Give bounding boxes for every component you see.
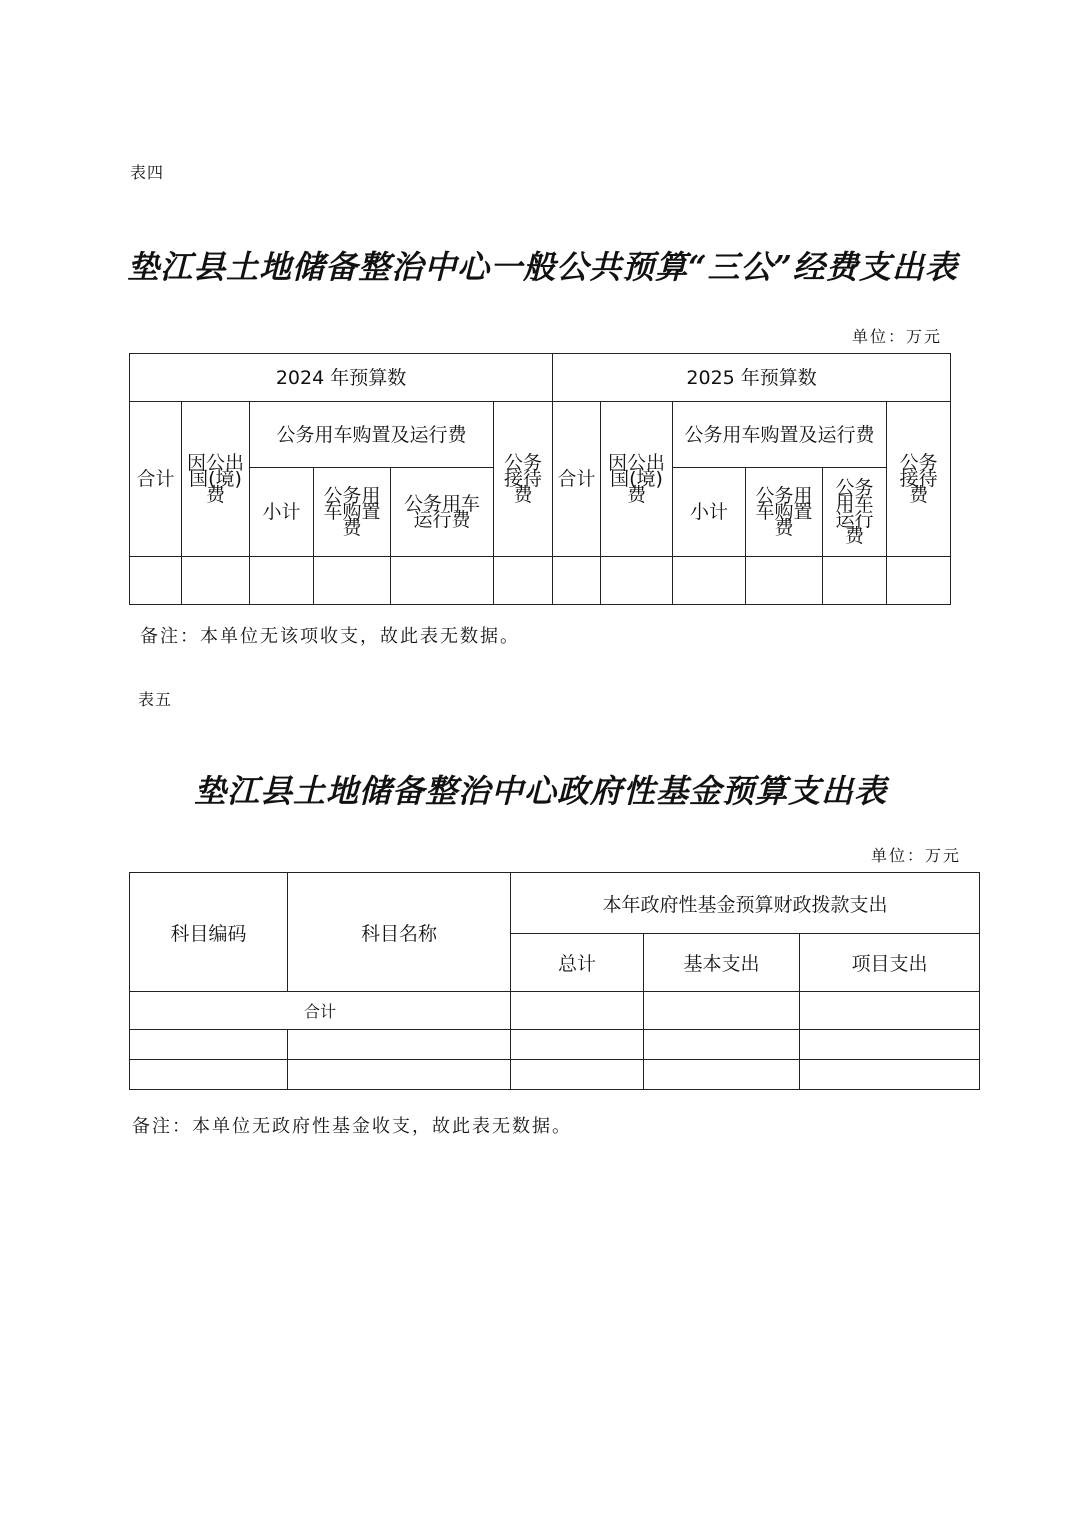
table5-note: 备注：本单位无政府性基金收支，故此表无数据。 (132, 1116, 572, 1137)
table-row (130, 557, 951, 605)
col-purchase-2025 (746, 468, 823, 557)
cell (800, 1030, 980, 1060)
cell (601, 557, 673, 605)
col-basic-label: 基本支出 (683, 953, 760, 975)
table5-title: 垫江县土地储备整治中心政府性基金预算支出表 (193, 772, 887, 810)
cell (391, 557, 494, 605)
table5-unit: 单位：万元 (871, 846, 962, 865)
col-vehicle-2024 (250, 402, 494, 468)
row-total-label (130, 992, 511, 1030)
col-group-label: 本年政府性基金预算财政拨款支出 (602, 893, 888, 916)
col-reception-2025-label: 公务接待费 (899, 452, 938, 506)
col-abroad-2025 (601, 402, 673, 557)
table-row (130, 1060, 980, 1090)
col-subtotal-2025-label: 小计 (690, 501, 729, 523)
table4-unit: 单位：万元 (852, 327, 943, 346)
cell (511, 1060, 644, 1090)
col-reception-2024-label: 公务接待费 (504, 452, 543, 506)
col-abroad-2024 (182, 402, 250, 557)
table4-three-public-expenses (129, 353, 951, 605)
col-reception-2024 (494, 402, 553, 557)
cell (644, 992, 800, 1030)
cell (644, 1060, 800, 1090)
col-vehicle-2024-label: 公务用车购置及运行费 (276, 423, 467, 446)
col-basic (644, 934, 800, 992)
cell (511, 1030, 644, 1060)
col-operation-2025-label: 公务用车运行费 (835, 477, 874, 547)
col-project-label: 项目支出 (851, 953, 928, 975)
col-name-label: 科目名称 (360, 922, 437, 945)
cell (823, 557, 887, 605)
col-operation-2025 (823, 468, 887, 557)
col-vehicle-2025-label: 公务用车购置及运行费 (684, 423, 875, 446)
col-name (288, 873, 511, 992)
table-row-total (130, 992, 980, 1030)
cell (553, 557, 601, 605)
col-operation-2024-label: 公务用车运行费 (403, 493, 480, 531)
cell (800, 1060, 980, 1090)
col-total (511, 934, 644, 992)
cell (130, 557, 182, 605)
col-purchase-2024 (314, 468, 391, 557)
header-2025 (553, 354, 951, 402)
cell (182, 557, 250, 605)
cell (511, 992, 644, 1030)
col-purchase-2025-label: 公务用车购置费 (755, 485, 813, 539)
col-project (800, 934, 980, 992)
cell (130, 1030, 288, 1060)
row-total-text: 合计 (303, 1002, 336, 1021)
table4-title: 垫江县土地储备整治中心一般公共预算“三公”经费支出表 (127, 248, 958, 286)
col-total-2025-label: 合计 (557, 468, 596, 490)
table-row (130, 1030, 980, 1060)
table4-note: 备注：本单位无该项收支，故此表无数据。 (140, 626, 520, 647)
col-total-2024 (130, 402, 182, 557)
cell (130, 1060, 288, 1090)
table4-label: 表四 (130, 163, 165, 182)
cell (250, 557, 314, 605)
col-abroad-2024-label: 因公出国(境)费 (186, 452, 244, 506)
col-subtotal-2024 (250, 468, 314, 557)
cell (644, 1030, 800, 1060)
header-2024 (130, 354, 553, 402)
col-reception-2025 (887, 402, 951, 557)
cell (673, 557, 746, 605)
col-operation-2024 (391, 468, 494, 557)
col-vehicle-2025 (673, 402, 887, 468)
table5-government-fund-expenses (129, 872, 980, 1090)
col-subtotal-2024-label: 小计 (262, 501, 301, 523)
header-2025-label: 2025 年预算数 (686, 366, 817, 389)
cell (288, 1030, 511, 1060)
col-group (511, 873, 980, 934)
header-2024-label: 2024 年预算数 (275, 366, 407, 389)
cell (887, 557, 951, 605)
cell (314, 557, 391, 605)
col-total-label: 总计 (557, 953, 596, 975)
table5-label: 表五 (138, 690, 173, 709)
col-code-label: 科目编码 (170, 922, 247, 945)
col-purchase-2024-label: 公务用车购置费 (323, 485, 381, 539)
col-code (130, 873, 288, 992)
col-total-2024-label: 合计 (136, 468, 175, 490)
cell (288, 1060, 511, 1090)
cell (746, 557, 823, 605)
cell (494, 557, 553, 605)
col-subtotal-2025 (673, 468, 746, 557)
col-total-2025 (553, 402, 601, 557)
col-abroad-2025-label: 因公出国(境)费 (608, 452, 666, 506)
cell (800, 992, 980, 1030)
